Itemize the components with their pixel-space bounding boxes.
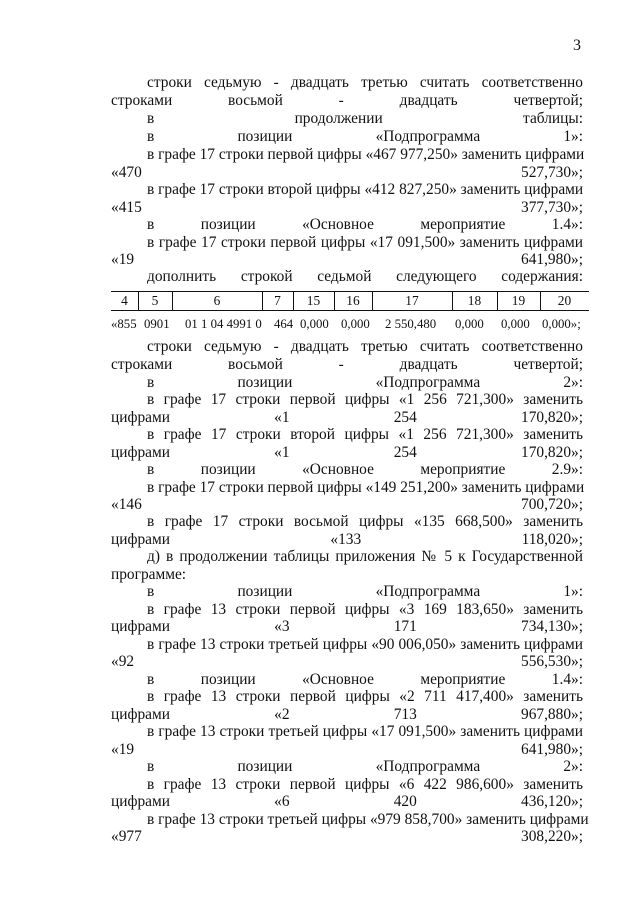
text-line: «415 377,730»; (111, 199, 583, 216)
table-row-cell: 0901 (144, 317, 170, 331)
text-line: в графе 17 строки первой цифры «17 091,500» заменить цифрами (147, 234, 583, 251)
text-line: в графе 13 строки третьей цифры «90 006,050» заменить цифрами (147, 636, 583, 653)
text-line: строками восьмой - двадцать четвертой; (111, 356, 583, 373)
text-line: в графе 13 строки первой цифры «2 711 417,400» заменить (147, 688, 583, 705)
text-line: цифрами «6 420 436,120»; (111, 793, 583, 810)
table-row-cell: 0,000 (501, 317, 530, 331)
table-row-cell: 0,000 (455, 317, 484, 331)
text-line: цифрами «1 254 170,820»; (111, 409, 583, 426)
text-line: цифрами «2 713 967,880»; (111, 706, 583, 723)
text-line: «19 641,980»; (111, 741, 583, 758)
table-row-cell: 0,000»; (542, 317, 581, 331)
text-line: в позиции «Основное мероприятие 2.9»: (147, 461, 583, 478)
text-line: строки седьмую - двадцать третью считать соответственно (147, 338, 583, 355)
text-line: «470 527,730»; (111, 164, 583, 181)
text-line: цифрами «133 118,020»; (111, 531, 583, 548)
text-line: в графе 17 строки второй цифры «412 827,250» заменить цифрами (147, 181, 584, 198)
text-line: «146 700,720»; (111, 496, 583, 513)
table-header-cell: 15 (306, 293, 321, 308)
table-header-cell: 16 (346, 293, 360, 308)
table-header-cell: 6 (213, 293, 221, 308)
table-header-cell: 4 (121, 293, 128, 308)
text-line: строками восьмой - двадцать четвертой; (111, 92, 583, 109)
text-line: цифрами «3 171 734,130»; (111, 618, 583, 635)
text-line: программе: (111, 566, 187, 583)
table-row-cell: 01 1 04 4991 0 (185, 317, 262, 331)
text-line: цифрами «1 254 170,820»; (111, 444, 583, 461)
text-line: в графе 13 строки третьей цифры «17 091,500» заменить цифрами (147, 723, 583, 740)
text-line: в позиции «Подпрограмма 2»: (147, 758, 583, 775)
text-line: в графе 17 строки первой цифры «1 256 721,300» заменить (147, 391, 583, 408)
table-row-cell: 0,000 (341, 317, 370, 331)
text-line: в позиции «Основное мероприятие 1.4»: (147, 216, 583, 233)
table-row-cell: 464 (274, 317, 294, 331)
text-line: строки седьмую - двадцать третью считать соответственно (147, 74, 583, 91)
text-line: в графе 17 строки первой цифры «467 977,250» заменить цифрами (147, 146, 585, 163)
text-line: дополнить строкой седьмой следующего содержания: (147, 268, 583, 285)
table-row-cell: «855 (111, 317, 137, 331)
text-line: в графе 13 строки первой цифры «6 422 986,600» заменить (147, 776, 583, 793)
text-line: в графе 17 строки второй цифры «1 256 721,300» заменить (147, 426, 583, 443)
text-line: «92 556,530»; (111, 653, 583, 670)
table-row-cell: 2 550,480 (385, 317, 437, 331)
text-line: д) в продолжении таблицы приложения № 5 к Государственной (147, 548, 583, 565)
table-header-cell: 18 (467, 293, 482, 308)
text-line: в позиции «Подпрограмма 1»: (147, 583, 583, 600)
text-line: в графе 13 строки третьей цифры «979 858,700» заменить цифрами (147, 811, 589, 828)
table-header-cell: 20 (557, 293, 572, 308)
text-line: в продолжении таблицы: (147, 110, 583, 127)
table-header-cell: 7 (274, 293, 281, 308)
text-line: в графе 17 строки восьмой цифры «135 668,500» заменить (147, 513, 583, 530)
text-line: в графе 17 строки первой цифры «149 251,200» заменить цифрами (147, 479, 585, 496)
text-line: в графе 13 строки первой цифры «3 169 183,650» заменить (147, 601, 583, 618)
table-header-cell: 19 (511, 293, 526, 308)
insert-table-header (111, 291, 589, 311)
text-line: «977 308,220»; (111, 828, 583, 845)
text-line: «19 641,980»; (111, 251, 583, 268)
text-line: в позиции «Подпрограмма 1»: (147, 128, 583, 145)
page-number: 3 (573, 37, 581, 54)
table-header-cell: 17 (405, 293, 419, 308)
text-line: в позиции «Основное мероприятие 1.4»: (147, 671, 583, 688)
table-header-cell: 5 (151, 293, 159, 308)
text-line: в позиции «Подпрограмма 2»: (147, 374, 583, 391)
table-row-cell: 0,000 (300, 317, 329, 331)
